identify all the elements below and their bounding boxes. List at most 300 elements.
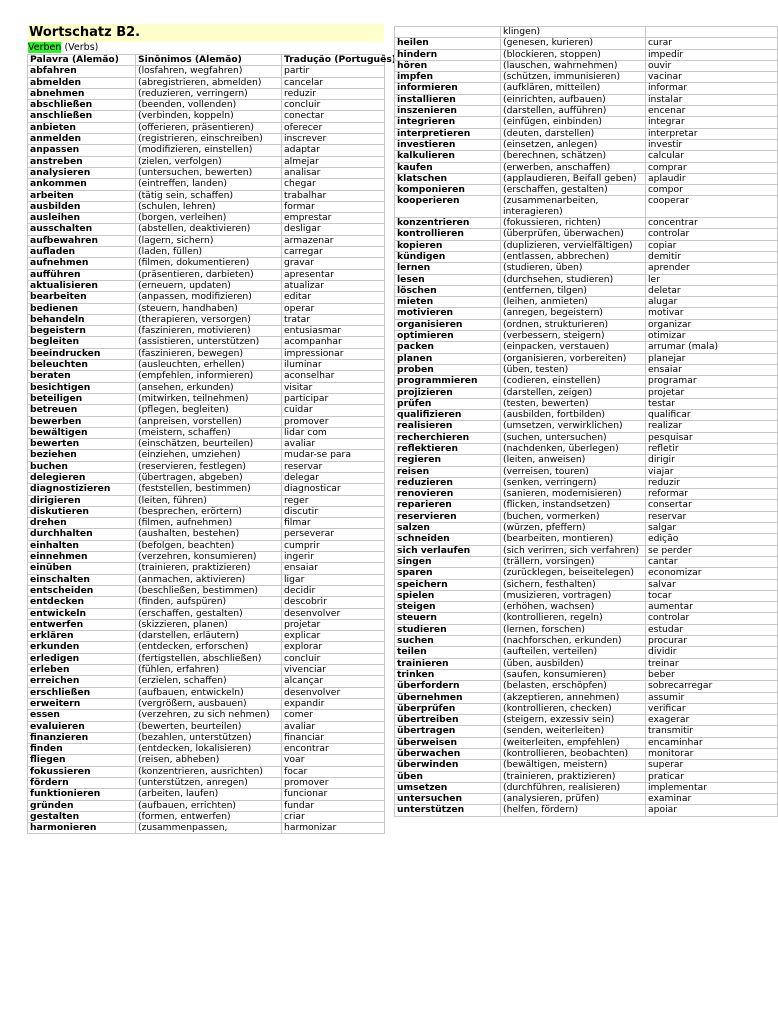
cell-word: fliegen <box>28 755 136 766</box>
cell-translation: diagnosticar <box>282 484 385 495</box>
cell-synonyms: (fühlen, erfahren) <box>136 665 282 676</box>
cell-translation: pesquisar <box>646 432 778 443</box>
cell-word: dirigieren <box>28 495 136 506</box>
cell-synonyms: (einsetzen, anlegen) <box>501 139 646 150</box>
cell-word: funktionieren <box>28 789 136 800</box>
cell-word: abschließen <box>28 100 136 111</box>
cell-synonyms: (laden, füllen) <box>136 247 282 258</box>
table-row <box>28 732 385 743</box>
cell-word: buchen <box>28 461 136 472</box>
cell-word: erschließen <box>28 687 136 698</box>
cell-synonyms: (vergrößern, ausbauen) <box>136 698 282 709</box>
cell-translation: ensaiar <box>282 563 385 574</box>
table-row <box>395 151 778 162</box>
table-row <box>395 579 778 590</box>
cell-synonyms: (therapieren, versorgen) <box>136 314 282 325</box>
cell-word: motivieren <box>395 308 501 319</box>
table-row <box>28 292 385 303</box>
cell-word: erweitern <box>28 698 136 709</box>
table-row <box>28 698 385 709</box>
cell-synonyms: (aufteilen, verteilen) <box>501 647 646 658</box>
cell-word: erleben <box>28 665 136 676</box>
cell-word: programmieren <box>395 376 501 387</box>
table-row <box>28 721 385 732</box>
cell-word: reparieren <box>395 500 501 511</box>
cell-word: löschen <box>395 285 501 296</box>
cell-word: beraten <box>28 371 136 382</box>
cell-synonyms: (lernen, forschen) <box>501 624 646 635</box>
cell-translation: vacinar <box>646 72 778 83</box>
cell-word: essen <box>28 710 136 721</box>
section-subtitle-rest: (Verbs) <box>61 42 99 53</box>
cell-synonyms: (tätig sein, schaffen) <box>136 190 282 201</box>
table-row <box>28 247 385 258</box>
table-row <box>28 574 385 585</box>
cell-translation: dirigir <box>646 455 778 466</box>
table-row <box>28 710 385 721</box>
cell-synonyms: (belasten, erschöpfen) <box>501 681 646 692</box>
cell-synonyms: (eintreffen, landen) <box>136 179 282 190</box>
cell-translation: apresentar <box>282 269 385 280</box>
table-row <box>28 360 385 371</box>
cell-synonyms: (üben, ausbilden) <box>501 658 646 669</box>
cell-synonyms: (bewerten, beurteilen) <box>136 721 282 732</box>
cell-synonyms: (erhöhen, wachsen) <box>501 602 646 613</box>
cell-translation: analisar <box>282 167 385 178</box>
cell-word: hören <box>395 60 501 71</box>
cell-translation: examinar <box>646 794 778 805</box>
cell-synonyms: (konzentrieren, ausrichten) <box>136 766 282 777</box>
table-row <box>395 760 778 771</box>
cell-translation: inscrever <box>282 134 385 145</box>
cell-translation: perseverar <box>282 529 385 540</box>
table-row <box>28 484 385 495</box>
cell-word <box>395 27 501 38</box>
table-row <box>395 782 778 793</box>
cell-word: entwickeln <box>28 608 136 619</box>
cell-word: entdecken <box>28 597 136 608</box>
cell-synonyms: (einfügen, einbinden) <box>501 117 646 128</box>
cell-word: entwerfen <box>28 619 136 630</box>
cell-translation: fundar <box>282 800 385 811</box>
table-row <box>28 100 385 111</box>
cell-translation: projetar <box>282 619 385 630</box>
table-row <box>28 201 385 212</box>
vocab-table-right <box>394 26 778 817</box>
cell-synonyms: (akzeptieren, annehmen) <box>501 692 646 703</box>
cell-translation: ligar <box>282 574 385 585</box>
cell-translation: lidar com <box>282 427 385 438</box>
cell-word: überprüfen <box>395 703 501 714</box>
table-row <box>395 590 778 601</box>
cell-word: kündigen <box>395 251 501 262</box>
cell-synonyms: (aufbauen, entwickeln) <box>136 687 282 698</box>
table-row <box>28 585 385 596</box>
cell-translation: organizar <box>646 319 778 330</box>
section-highlight: Verben <box>28 42 62 53</box>
cell-synonyms: (steuern, handhaben) <box>136 303 282 314</box>
cell-synonyms: (feststellen, bestimmen) <box>136 484 282 495</box>
cell-translation: explorar <box>282 642 385 653</box>
header-synonyms: Sinônimos (Alemão) <box>136 55 282 66</box>
cell-translation: acompanhar <box>282 337 385 348</box>
cell-word: überweisen <box>395 737 501 748</box>
cell-translation: editar <box>282 292 385 303</box>
cell-translation: reduzir <box>646 477 778 488</box>
cell-synonyms: (beschließen, bestimmen) <box>136 585 282 596</box>
table-row <box>395 139 778 150</box>
cell-word: aktualisieren <box>28 280 136 291</box>
cell-translation: viajar <box>646 466 778 477</box>
cell-translation: demitir <box>646 251 778 262</box>
table-row <box>395 38 778 49</box>
table-row <box>28 156 385 167</box>
cell-synonyms: (verzehren, zu sich nehmen) <box>136 710 282 721</box>
cell-translation: controlar <box>646 229 778 240</box>
cell-translation: almejar <box>282 156 385 167</box>
cell-translation: calcular <box>646 151 778 162</box>
cell-translation: impressionar <box>282 348 385 359</box>
table-row <box>28 472 385 483</box>
table-row <box>28 540 385 551</box>
cell-word: ausschalten <box>28 224 136 235</box>
cell-synonyms: (ausleuchten, erhellen) <box>136 360 282 371</box>
cell-synonyms: (zielen, verfolgen) <box>136 156 282 167</box>
cell-synonyms: (erschaffen, gestalten) <box>501 185 646 196</box>
cell-synonyms: (nachdenken, überlegen) <box>501 443 646 454</box>
cell-synonyms: (darstellen, zeigen) <box>501 387 646 398</box>
cell-synonyms: (steigern, exzessiv sein) <box>501 715 646 726</box>
cell-translation: assumir <box>646 692 778 703</box>
table-row <box>28 506 385 517</box>
cell-word: einschalten <box>28 574 136 585</box>
cell-synonyms: (erneuern, updaten) <box>136 280 282 291</box>
cell-word: harmonieren <box>28 823 136 834</box>
table-row <box>395 27 778 38</box>
cell-word: mieten <box>395 297 501 308</box>
cell-synonyms: (analysieren, prüfen) <box>501 794 646 805</box>
table-row <box>28 337 385 348</box>
cell-word: abmelden <box>28 77 136 88</box>
cell-translation: oferecer <box>282 122 385 133</box>
table-row <box>28 518 385 529</box>
cell-translation: ensaiar <box>646 364 778 375</box>
cell-word: komponieren <box>395 185 501 196</box>
table-row <box>395 455 778 466</box>
table-row <box>395 477 778 488</box>
cell-translation: armazenar <box>282 235 385 246</box>
cell-translation: cancelar <box>282 77 385 88</box>
table-row <box>395 117 778 128</box>
cell-word: optimieren <box>395 331 501 342</box>
cell-translation: explicar <box>282 631 385 642</box>
cell-word: konzentrieren <box>395 218 501 229</box>
table-row <box>395 692 778 703</box>
cell-translation: motivar <box>646 308 778 319</box>
cell-synonyms: (offerieren, präsentieren) <box>136 122 282 133</box>
cell-translation: salgar <box>646 523 778 534</box>
cell-synonyms: (zurücklegen, beiseitelegen) <box>501 568 646 579</box>
cell-word: hindern <box>395 49 501 60</box>
cell-translation: curar <box>646 38 778 49</box>
table-row <box>395 285 778 296</box>
cell-word: prüfen <box>395 398 501 409</box>
cell-word: reflektieren <box>395 443 501 454</box>
table-row <box>395 805 778 816</box>
table-row <box>28 179 385 190</box>
table-row <box>395 726 778 737</box>
table-row <box>28 393 385 404</box>
table-row <box>28 450 385 461</box>
cell-translation: refletir <box>646 443 778 454</box>
cell-synonyms: (durchführen, realisieren) <box>501 782 646 793</box>
cell-synonyms: (flicken, instandsetzen) <box>501 500 646 511</box>
cell-translation: aplaudir <box>646 173 778 184</box>
cell-word: bearbeiten <box>28 292 136 303</box>
cell-translation: exagerar <box>646 715 778 726</box>
cell-word: aufnehmen <box>28 258 136 269</box>
cell-synonyms: (anpassen, modifizieren) <box>136 292 282 303</box>
cell-synonyms: (sich verirren, sich verfahren) <box>501 545 646 556</box>
cell-translation: instalar <box>646 94 778 105</box>
cell-translation: voar <box>282 755 385 766</box>
cell-word: umsetzen <box>395 782 501 793</box>
cell-synonyms: (skizzieren, planen) <box>136 619 282 630</box>
cell-word: aufladen <box>28 247 136 258</box>
cell-synonyms: (beenden, vollenden) <box>136 100 282 111</box>
cell-translation: alugar <box>646 297 778 308</box>
cell-synonyms: (einschätzen, beurteilen) <box>136 439 282 450</box>
table-row <box>395 60 778 71</box>
cell-translation: avaliar <box>282 439 385 450</box>
cell-word: einnehmen <box>28 552 136 563</box>
cell-synonyms: (besprechen, erörtern) <box>136 506 282 517</box>
table-row <box>28 134 385 145</box>
cell-word: erreichen <box>28 676 136 687</box>
cell-synonyms: (faszinieren, bewegen) <box>136 348 282 359</box>
cell-synonyms: (einrichten, aufbauen) <box>501 94 646 105</box>
cell-word: überwachen <box>395 749 501 760</box>
cell-synonyms: (aufklären, mitteilen) <box>501 83 646 94</box>
cell-synonyms: (darstellen, aufführen) <box>501 106 646 117</box>
cell-translation: focar <box>282 766 385 777</box>
cell-synonyms: (losfahren, wegfahren) <box>136 66 282 77</box>
cell-translation: descobrir <box>282 597 385 608</box>
cell-synonyms: (helfen, fördern) <box>501 805 646 816</box>
cell-translation: sobrecarregar <box>646 681 778 692</box>
cell-translation: comprar <box>646 162 778 173</box>
cell-word: kalkulieren <box>395 151 501 162</box>
table-row <box>28 766 385 777</box>
cell-word: fokussieren <box>28 766 136 777</box>
section-subtitle <box>27 42 384 54</box>
cell-synonyms: (aufbauen, errichten) <box>136 800 282 811</box>
cell-synonyms: (studieren, üben) <box>501 263 646 274</box>
cell-translation: interpretar <box>646 128 778 139</box>
cell-translation: dividir <box>646 647 778 658</box>
table-row <box>395 568 778 579</box>
cell-translation: qualificar <box>646 410 778 421</box>
table-row <box>28 427 385 438</box>
table-row <box>28 213 385 224</box>
table-row <box>395 173 778 184</box>
cell-word: analysieren <box>28 167 136 178</box>
table-row <box>395 771 778 782</box>
cell-synonyms: (schützen, immunisieren) <box>501 72 646 83</box>
cell-translation: reduzir <box>282 88 385 99</box>
table-row <box>395 94 778 105</box>
table-row <box>395 274 778 285</box>
cell-synonyms: (berechnen, schätzen) <box>501 151 646 162</box>
cell-word: erledigen <box>28 653 136 664</box>
cell-word: einüben <box>28 563 136 574</box>
cell-synonyms: (untersuchen, bewerten) <box>136 167 282 178</box>
cell-translation: alcançar <box>282 676 385 687</box>
table-row <box>28 258 385 269</box>
cell-translation: edição <box>646 534 778 545</box>
cell-word: speichern <box>395 579 501 590</box>
cell-translation: projetar <box>646 387 778 398</box>
cell-translation: mudar-se para <box>282 450 385 461</box>
cell-translation: arrumar (mala) <box>646 342 778 353</box>
cell-translation: conectar <box>282 111 385 122</box>
header-word: Palavra (Alemão) <box>28 55 136 66</box>
table-row <box>28 88 385 99</box>
cell-synonyms: (duplizieren, vervielfältigen) <box>501 240 646 251</box>
cell-synonyms: (arbeiten, laufen) <box>136 789 282 800</box>
cell-synonyms: (anmachen, aktivieren) <box>136 574 282 585</box>
cell-translation: delegar <box>282 472 385 483</box>
cell-synonyms: (präsentieren, darbieten) <box>136 269 282 280</box>
cell-synonyms: (saufen, konsumieren) <box>501 669 646 680</box>
table-row <box>28 619 385 630</box>
cell-word: installieren <box>395 94 501 105</box>
cell-translation: emprestar <box>282 213 385 224</box>
cell-synonyms: (finden, aufspüren) <box>136 597 282 608</box>
cell-translation: tocar <box>646 590 778 601</box>
table-row <box>395 794 778 805</box>
table-row <box>28 744 385 755</box>
cell-translation: promover <box>282 778 385 789</box>
cell-translation: otimizar <box>646 331 778 342</box>
table-row <box>395 489 778 500</box>
cell-translation: procurar <box>646 636 778 647</box>
cell-translation: cuidar <box>282 405 385 416</box>
table-row <box>28 439 385 450</box>
table-row <box>395 251 778 262</box>
cell-translation: cantar <box>646 556 778 567</box>
cell-synonyms: (würzen, pfeffern) <box>501 523 646 534</box>
table-row <box>395 162 778 173</box>
header-translation: Tradução (Português) <box>282 55 385 66</box>
cell-synonyms: (trainieren, praktizieren) <box>136 563 282 574</box>
table-row <box>395 466 778 477</box>
cell-translation: reservar <box>282 461 385 472</box>
table-row <box>28 314 385 325</box>
cell-translation: estudar <box>646 624 778 635</box>
cell-translation: vivenciar <box>282 665 385 676</box>
cell-synonyms: (sichern, festhalten) <box>501 579 646 590</box>
cell-word: begeistern <box>28 326 136 337</box>
cell-word: proben <box>395 364 501 375</box>
cell-synonyms: (aushalten, bestehen) <box>136 529 282 540</box>
cell-synonyms: (verreisen, touren) <box>501 466 646 477</box>
cell-translation: discutir <box>282 506 385 517</box>
table-row <box>395 185 778 196</box>
table-row <box>28 66 385 77</box>
cell-synonyms: (pflegen, begleiten) <box>136 405 282 416</box>
table-row <box>28 224 385 235</box>
table-row <box>395 353 778 364</box>
cell-synonyms: (durchsehen, studieren) <box>501 274 646 285</box>
table-row <box>395 308 778 319</box>
cell-word: lesen <box>395 274 501 285</box>
table-row <box>395 523 778 534</box>
table-row <box>28 326 385 337</box>
cell-synonyms: (blockieren, stoppen) <box>501 49 646 60</box>
cell-synonyms: (lauschen, wahrnehmen) <box>501 60 646 71</box>
cell-translation: controlar <box>646 613 778 624</box>
cell-translation: desenvolver <box>282 608 385 619</box>
cell-translation: desligar <box>282 224 385 235</box>
cell-translation: reservar <box>646 511 778 522</box>
cell-word: trainieren <box>395 658 501 669</box>
cell-translation: financiar <box>282 732 385 743</box>
cell-translation: impedir <box>646 49 778 60</box>
cell-synonyms: (leihen, anmieten) <box>501 297 646 308</box>
table-row <box>28 145 385 156</box>
cell-word: sich verlaufen <box>395 545 501 556</box>
table-row <box>395 398 778 409</box>
cell-synonyms: (verbinden, koppeln) <box>136 111 282 122</box>
cell-synonyms: (senken, verringern) <box>501 477 646 488</box>
cell-synonyms: (darstellen, erläutern) <box>136 631 282 642</box>
cell-translation: cooperar <box>646 196 778 218</box>
cell-word: aufführen <box>28 269 136 280</box>
right-column <box>394 26 777 817</box>
cell-synonyms: (weiterleiten, empfehlen) <box>501 737 646 748</box>
cell-word: reservieren <box>395 511 501 522</box>
cell-word: arbeiten <box>28 190 136 201</box>
cell-word: drehen <box>28 518 136 529</box>
table-row <box>395 297 778 308</box>
cell-synonyms: (senden, weiterleiten) <box>501 726 646 737</box>
cell-translation: copiar <box>646 240 778 251</box>
cell-synonyms: (ordnen, strukturieren) <box>501 319 646 330</box>
cell-word: salzen <box>395 523 501 534</box>
cell-translation: gravar <box>282 258 385 269</box>
cell-synonyms: (suchen, untersuchen) <box>501 432 646 443</box>
cell-translation <box>646 27 778 38</box>
table-row <box>28 382 385 393</box>
cell-synonyms: (deuten, darstellen) <box>501 128 646 139</box>
table-row <box>28 303 385 314</box>
table-row <box>395 669 778 680</box>
cell-translation: deletar <box>646 285 778 296</box>
cell-word: qualifizieren <box>395 410 501 421</box>
cell-word: üben <box>395 771 501 782</box>
cell-synonyms: (reservieren, festlegen) <box>136 461 282 472</box>
table-row <box>28 642 385 653</box>
cell-word: gründen <box>28 800 136 811</box>
cell-word: informieren <box>395 83 501 94</box>
cell-word: delegieren <box>28 472 136 483</box>
table-row <box>395 49 778 60</box>
cell-synonyms: (entfernen, tilgen) <box>501 285 646 296</box>
cell-synonyms: (einziehen, umziehen) <box>136 450 282 461</box>
cell-synonyms: (bezahlen, unterstützen) <box>136 732 282 743</box>
table-row <box>395 749 778 760</box>
